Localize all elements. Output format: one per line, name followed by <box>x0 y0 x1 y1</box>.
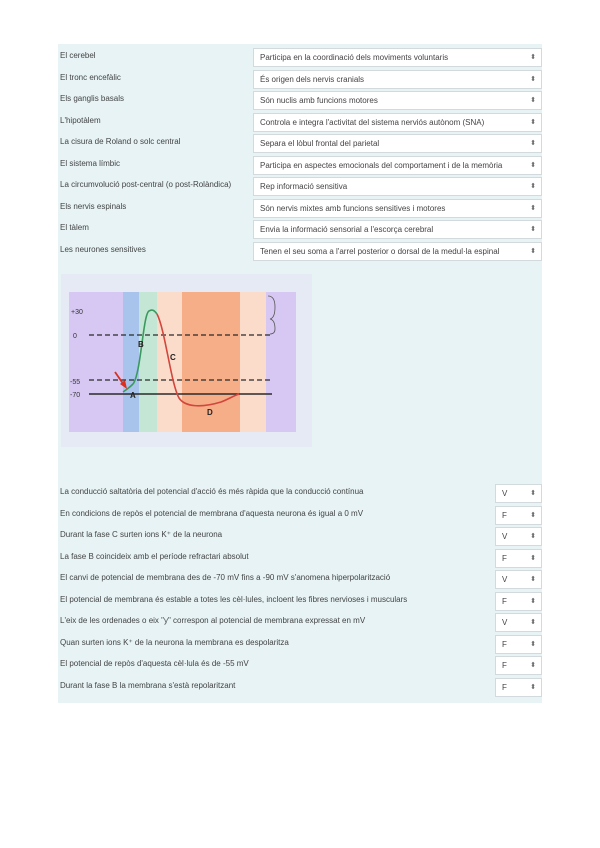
true-false-select[interactable] <box>495 570 542 589</box>
answer-select[interactable] <box>253 242 542 261</box>
selected-answer: És origen dels nervis cranials <box>260 74 365 84</box>
phase-zone-end <box>266 292 296 432</box>
term-label: El cerebel <box>60 51 96 60</box>
true-false-select[interactable] <box>495 506 542 525</box>
dropdown-arrow-icon: ⬍ <box>530 662 536 669</box>
statement-row <box>58 483 542 505</box>
statement-text: Durant la fase C surten ions K⁺ de la neurona <box>60 530 223 539</box>
selected-answer: Separa el lòbul frontal del parietal <box>260 139 380 148</box>
phase-zone-recovery <box>240 292 266 432</box>
answer-select[interactable] <box>253 91 542 110</box>
dropdown-arrow-icon: ⬍ <box>530 161 536 169</box>
dropdown-arrow-icon: ⬍ <box>530 511 536 519</box>
matching-row <box>58 69 542 91</box>
true-false-select[interactable] <box>495 549 542 568</box>
selected-value: F <box>502 553 507 563</box>
statement-text: El potencial de repòs d'aquesta cèl·lula és de -55 mV <box>60 659 249 668</box>
matching-question <box>58 44 542 266</box>
matching-row <box>58 133 542 155</box>
statement-row <box>58 569 542 591</box>
dropdown-arrow-icon: ⬍ <box>530 597 536 605</box>
term-label: El tronc encefàlic <box>60 72 121 82</box>
phase-label-d: D <box>207 408 213 417</box>
true-false-select[interactable] <box>495 635 542 654</box>
selected-answer: Tenen el seu soma a l'arrel posterior o dorsal de la medul·la espinal <box>260 246 500 256</box>
selected-value: F <box>502 596 507 606</box>
dropdown-arrow-icon: ⬍ <box>530 140 536 147</box>
dropdown-arrow-icon: ⬍ <box>530 183 536 190</box>
statement-text: En condicions de repòs el potencial de membrana d'aquesta neurona és igual a 0 mV <box>60 508 364 518</box>
dropdown-arrow-icon: ⬍ <box>530 576 536 583</box>
phase-label-b: B <box>138 340 144 349</box>
matching-row <box>58 47 542 69</box>
term-label: La circumvolució post-central (o post-Rolàndica) <box>60 180 232 189</box>
term-label: Les neurones sensitives <box>60 244 146 254</box>
answer-select[interactable] <box>253 48 542 67</box>
answer-select[interactable] <box>253 113 542 132</box>
statement-row <box>58 655 542 677</box>
dropdown-arrow-icon: ⬍ <box>530 490 536 497</box>
term-label: Els ganglis basals <box>60 94 125 103</box>
selected-value: F <box>502 639 507 649</box>
axis-label-p30: +30 <box>71 309 83 316</box>
true-false-question <box>58 478 542 703</box>
statement-text: L'eix de les ordenades o eix "y" correspon al potencial de membrana expressat en mV <box>60 616 366 625</box>
selected-answer: Participa en la coordinació dels moviments voluntaris <box>260 53 449 62</box>
selected-answer: Són nuclis amb funcions motores <box>260 96 378 105</box>
figure-panel <box>58 266 542 478</box>
selected-value: V <box>502 575 508 584</box>
selected-answer: Envia la informació sensorial a l'escorça cerebral <box>260 225 434 234</box>
term-label: L'hipotàlem <box>60 115 101 125</box>
answer-select[interactable] <box>253 220 542 239</box>
dropdown-arrow-icon: ⬍ <box>530 204 536 212</box>
selected-value: V <box>502 532 508 541</box>
statement-text: El canvi de potencial de membrana des de -70 mV fins a -90 mV s'anomena hiperpolarització <box>60 573 391 582</box>
dropdown-arrow-icon: ⬍ <box>530 118 536 126</box>
dropdown-arrow-icon: ⬍ <box>530 75 536 83</box>
selected-value: F <box>502 682 507 692</box>
selected-value: F <box>502 510 507 520</box>
true-false-select[interactable] <box>495 656 542 675</box>
statement-text: La conducció saltatòria del potencial d'acció és més ràpida que la conducció contínua <box>60 487 364 496</box>
matching-row <box>58 90 542 112</box>
statement-text: Quan surten ions K⁺ de la neurona la membrana es despolaritza <box>60 637 289 647</box>
answer-select[interactable] <box>253 177 542 196</box>
selected-value: V <box>502 618 508 627</box>
dropdown-arrow-icon: ⬍ <box>530 226 536 233</box>
dropdown-arrow-icon: ⬍ <box>530 683 536 691</box>
true-false-select[interactable] <box>495 613 542 632</box>
statement-text: La fase B coincideix amb el període refractari absolut <box>60 551 249 561</box>
statement-row <box>58 634 542 656</box>
matching-row <box>58 176 542 198</box>
selected-answer: Controla e integra l'activitat del sistema nerviós autònom (SNA) <box>260 117 485 127</box>
true-false-select[interactable] <box>495 592 542 611</box>
term-label: Els nervis espinals <box>60 201 127 211</box>
statement-row <box>58 526 542 548</box>
matching-row <box>58 219 542 241</box>
matching-row <box>58 241 542 263</box>
term-label: El tàlem <box>60 223 89 232</box>
selected-answer: Participa en aspectes emocionals del comportament i de la memòria <box>260 160 503 170</box>
phase-label-a: A <box>130 391 136 400</box>
true-false-select[interactable] <box>495 484 542 503</box>
answer-select[interactable] <box>253 134 542 153</box>
statement-row <box>58 591 542 613</box>
statement-row <box>58 505 542 527</box>
axis-label-zero: 0 <box>73 333 77 340</box>
axis-label-m55: -55 <box>70 379 81 386</box>
dropdown-arrow-icon: ⬍ <box>530 554 536 562</box>
dropdown-arrow-icon: ⬍ <box>530 247 536 255</box>
selected-answer: Són nervis mixtes amb funcions sensitives i motores <box>260 203 446 213</box>
statement-row <box>58 548 542 570</box>
action-potential-figure <box>61 274 312 447</box>
selected-answer: Rep informació sensitiva <box>260 182 348 191</box>
term-label: La cisura de Roland o solc central <box>60 137 181 146</box>
phase-zone-a <box>123 292 139 432</box>
axis-label-m70: -70 <box>70 392 81 399</box>
matching-row <box>58 198 542 220</box>
statement-row <box>58 677 542 699</box>
dropdown-arrow-icon: ⬍ <box>530 640 536 648</box>
matching-row <box>58 155 542 177</box>
answer-select[interactable] <box>253 156 542 175</box>
statement-row <box>58 612 542 634</box>
answer-select[interactable] <box>253 70 542 89</box>
dropdown-arrow-icon: ⬍ <box>530 619 536 626</box>
true-false-select[interactable] <box>495 678 542 697</box>
selected-value: F <box>502 661 507 670</box>
dropdown-arrow-icon: ⬍ <box>530 97 536 104</box>
true-false-select[interactable] <box>495 527 542 546</box>
selected-value: V <box>502 489 508 498</box>
answer-select[interactable] <box>253 199 542 218</box>
term-label: El sistema límbic <box>60 158 121 168</box>
statement-text: El potencial de membrana és estable a totes les cèl·lules, incloent les fibres nervioses i musculars <box>60 594 408 604</box>
statement-text: Durant la fase B la membrana s'està repolaritzant <box>60 680 236 690</box>
dropdown-arrow-icon: ⬍ <box>530 533 536 540</box>
matching-row <box>58 112 542 134</box>
dropdown-arrow-icon: ⬍ <box>530 54 536 61</box>
phase-label-c: C <box>170 353 176 362</box>
